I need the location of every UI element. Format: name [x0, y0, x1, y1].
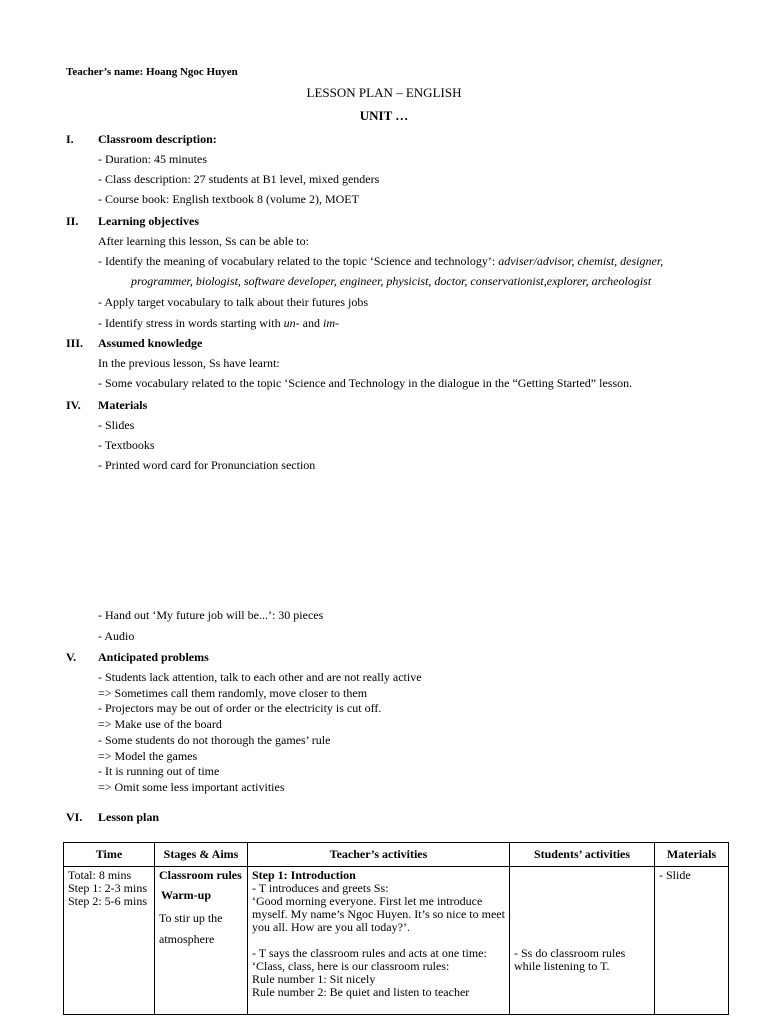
- problem-line: - Students lack attention, talk to each other and are not really active: [98, 670, 422, 684]
- lesson-plan-table: [63, 842, 729, 1015]
- teacher-name: Teacher’s name: Hoang Ngoc Huyen: [66, 66, 238, 78]
- solution-line: => Make use of the board: [98, 717, 222, 731]
- section-1-number: I.: [66, 132, 74, 146]
- material-item: - Textbooks: [98, 438, 155, 452]
- material-item: - Hand out ‘My future job will be...’: 30 pieces: [98, 608, 324, 622]
- material-item: - Printed word card for Pronunciation section: [98, 458, 316, 472]
- header-time: Time: [64, 843, 155, 867]
- section-4-title: Materials: [98, 398, 148, 412]
- stage-aim: To stir up the atmosphere: [159, 911, 223, 946]
- section-5-number: V.: [66, 650, 77, 664]
- section-4-number: IV.: [66, 398, 81, 412]
- objective-vocabulary-text: - Identify the meaning of vocabulary related to the topic ‘Science and technology’:: [98, 254, 499, 268]
- materials-cell: [655, 867, 729, 1015]
- section-5-title: Anticipated problems: [98, 650, 209, 664]
- table-row: [64, 867, 729, 1015]
- stage-warm-up: Warm-up: [161, 888, 212, 902]
- teacher-line: Rule number 2: Be quiet and listen to teacher: [252, 985, 470, 999]
- students-activities-cell: [510, 867, 655, 1015]
- header-teacher: Teacher’s activities: [248, 843, 510, 867]
- teacher-step-title: Step 1: Introduction: [252, 868, 356, 882]
- stage-classroom-rules: Classroom rules: [159, 868, 242, 882]
- material-item: - Slides: [98, 418, 135, 432]
- prefix-un: un-: [283, 316, 300, 330]
- section-3-number: III.: [66, 336, 84, 350]
- header-materials: Materials: [655, 843, 729, 867]
- section-2-title: Learning objectives: [98, 214, 199, 228]
- section-2-number: II.: [66, 214, 79, 228]
- header-stages: Stages & Aims: [155, 843, 248, 867]
- prefix-im: im-: [322, 316, 339, 330]
- objective-apply: - Apply target vocabulary to talk about their futures jobs: [98, 295, 369, 309]
- objective-vocabulary-words: adviser/advisor, chemist, designer,: [498, 254, 664, 268]
- time-step-2: Step 2: 5-6 mins: [68, 894, 148, 908]
- student-line: - Ss do classroom rules while listening to T.: [514, 946, 626, 973]
- time-cell: [64, 867, 155, 1015]
- table-header-row: [64, 843, 729, 867]
- header-students: Students’ activities: [510, 843, 655, 867]
- section-6-title: Lesson plan: [98, 810, 160, 824]
- problem-line: - Projectors may be out of order or the electricity is cut off.: [98, 701, 382, 715]
- section-1-line: - Duration: 45 minutes: [98, 152, 207, 166]
- objective-vocabulary-words-cont: programmer, biologist, software developer, engineer, physicist, doctor, conservationist,explorer, archeologist: [131, 274, 652, 288]
- solution-line: => Sometimes call them randomly, move closer to them: [98, 686, 368, 700]
- teacher-line: ‘Class, class, here is our classroom rules:: [252, 959, 450, 973]
- objective-vocabulary: [98, 254, 663, 269]
- unit-title: UNIT …: [359, 108, 409, 123]
- time-total: Total: 8 mins: [68, 868, 132, 882]
- teacher-line: - T says the classroom rules and acts at one time:: [252, 946, 487, 960]
- problem-line: - Some students do not thorough the games’ rule: [98, 733, 331, 747]
- section-1-line: - Course book: English textbook 8 (volume 2), MOET: [98, 192, 359, 206]
- section-3-title: Assumed knowledge: [98, 336, 203, 350]
- teacher-line: - T introduces and greets Ss:: [252, 881, 389, 895]
- teacher-activities-cell: [248, 867, 510, 1015]
- objective-stress-and: and: [299, 316, 323, 330]
- material-slide: - Slide: [659, 868, 691, 882]
- solution-line: => Omit some less important activities: [98, 780, 285, 794]
- problem-line: - It is running out of time: [98, 764, 220, 778]
- time-step-1: Step 1: 2-3 mins: [68, 881, 148, 895]
- section-6-number: VI.: [66, 810, 83, 824]
- section-2-intro: After learning this lesson, Ss can be able to:: [98, 234, 309, 248]
- stage-cell: [155, 867, 248, 1015]
- section-3-intro: In the previous lesson, Ss have learnt:: [98, 356, 280, 370]
- section-1-line: - Class description: 27 students at B1 level, mixed genders: [98, 172, 380, 186]
- section-3-line: - Some vocabulary related to the topic ‘Science and Technology in the dialogue in the “Getting Started” lesson.: [98, 376, 633, 390]
- solution-line: => Model the games: [98, 749, 198, 763]
- section-1-title: Classroom description:: [98, 132, 217, 146]
- objective-stress-text: - Identify stress in words starting with: [98, 316, 284, 330]
- material-item: - Audio: [98, 629, 135, 643]
- objective-stress: [98, 316, 339, 331]
- teacher-line: Rule number 1: Sit nicely: [252, 972, 376, 986]
- teacher-line: ‘Good morning everyone. First let me introduce myself. My name’s Ngoc Huyen. It’s so nice to meet you all. How are you all today?’.: [252, 894, 505, 934]
- document-title: LESSON PLAN – ENGLISH: [306, 85, 462, 100]
